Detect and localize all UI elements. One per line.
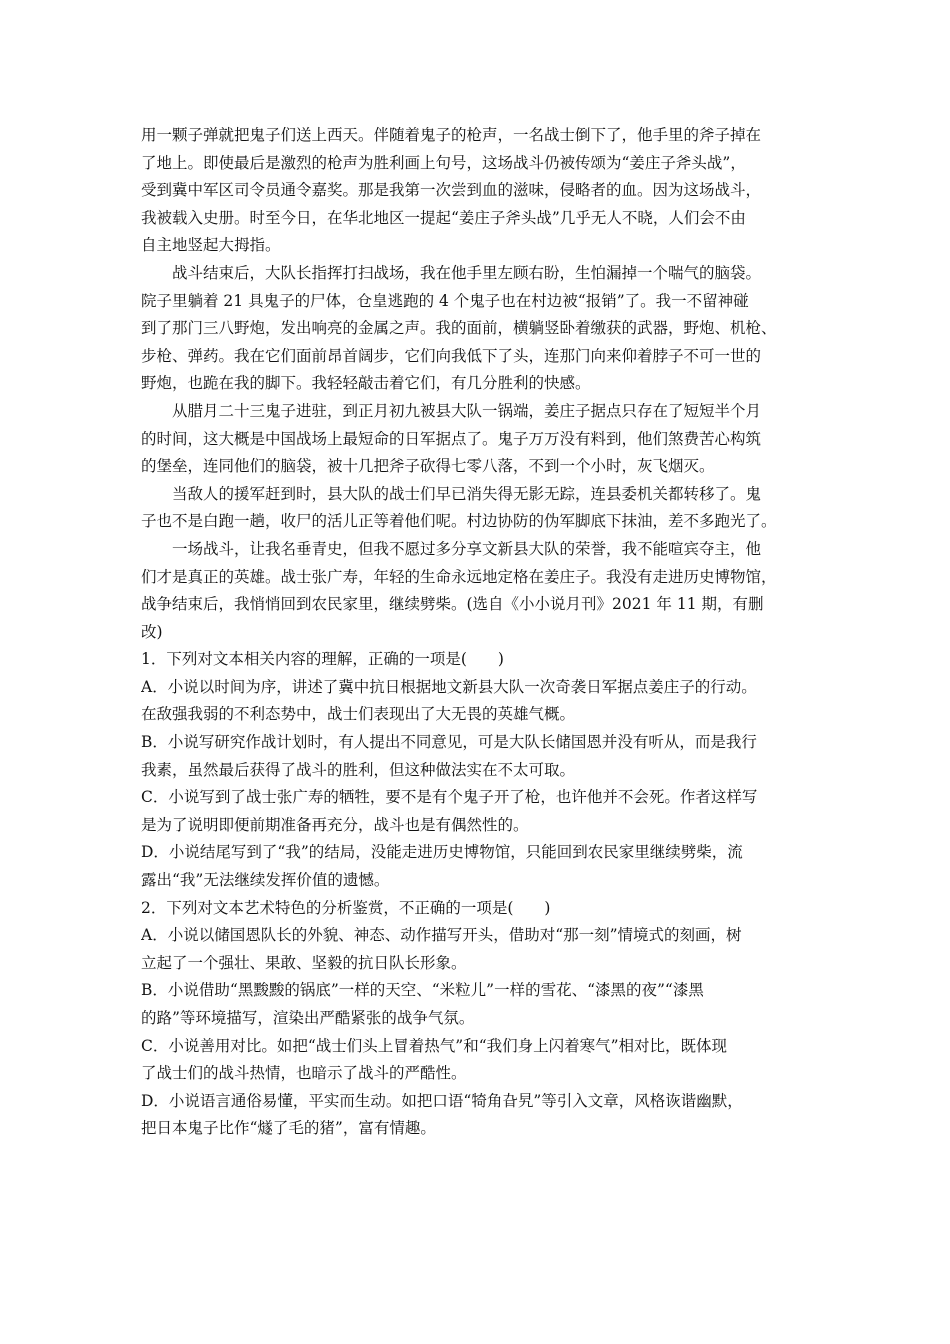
passage-line: 自主地竖起大拇指。 — [141, 236, 281, 255]
question-2-stem: 2．下列对文本艺术特色的分析鉴赏，不正确的一项是( ) — [141, 898, 551, 917]
passage-line: 的堡垒，连同他们的脑袋，被十几把斧子砍得七零八落，不到一个小时，灰飞烟灭。 — [141, 457, 715, 476]
question-2-option-b: B．小说借助“黑黢黢的锅底”一样的天空、“米粒儿”一样的雪花、“漆黑的夜”“漆黑 — [141, 981, 704, 1000]
passage-line: 受到冀中军区司令员通令嘉奖。那是我第一次尝到血的滋味，侵略者的血。因为这场战斗， — [141, 181, 762, 200]
question-2-option-c: C．小说善用对比。如把“战士们头上冒着热气”和“我们身上闪着寒气”相对比，既体现 — [141, 1036, 728, 1055]
passage-line: 步枪、弹药。我在它们面前昂首阔步，它们向我低下了头，连那门向来仰着脖子不可一世的 — [141, 346, 762, 365]
passage-line: 从腊月二十三鬼子进驻，到正月初九被县大队一锅端，姜庄子据点只存在了短短半个月 — [172, 401, 762, 420]
passage-line: 当敌人的援军赶到时，县大队的战士们早已消失得无影无踪，连县委机关都转移了。鬼 — [172, 484, 762, 503]
question-2-option-d: D．小说语言通俗易懂，平实而生动。如把口语“犄角旮旯”等引入文章，风格诙谐幽默， — [141, 1091, 743, 1110]
question-2-option-c-cont: 了战士们的战斗热情，也暗示了战斗的严酷性。 — [141, 1064, 467, 1083]
question-1-option-b: B．小说写研究作战计划时，有人提出不同意见，可是大队长储国恩并没有听从，而是我行 — [141, 733, 757, 752]
question-2-option-a: A．小说以储国恩队长的外貌、神态、动作描写开头，借助对“那一刻”情境式的刻画，树 — [141, 926, 742, 945]
passage-line: 用一颗子弹就把鬼子们送上西天。伴随着鬼子的枪声，一名战士倒下了，他手里的斧子掉在 — [141, 126, 762, 144]
passage-line: 一场战斗，让我名垂青史，但我不愿过多分享文新县大队的荣誉，我不能喧宾夺主，他 — [172, 539, 762, 558]
passage-line: 了地上。即使最后是激烈的枪声为胜利画上句号，这场战斗仍被传颂为“姜庄子斧头战”， — [141, 153, 746, 172]
question-2-option-b-cont: 的路”等环境描写，渲染出严酷紧张的战争气氛。 — [141, 1009, 475, 1027]
question-1-option-a: A．小说以时间为序，讲述了冀中抗日根据地文新县大队一次奇袭日军据点姜庄子的行动。 — [141, 677, 757, 696]
passage-line: 改) — [141, 622, 163, 641]
question-1-option-d: D．小说结尾写到了“我”的结局，没能走进历史博物馆，只能回到农民家里继续劈柴，流 — [141, 843, 743, 862]
question-2-option-d-cont: 把日本鬼子比作“燧了毛的猪”，富有情趣。 — [141, 1119, 436, 1138]
question-1-stem: 1．下列对文本相关内容的理解，正确的一项是( ) — [141, 650, 504, 669]
passage-line: 的时间，这大概是中国战场上最短命的日军据点了。鬼子万万没有料到，他们煞费苦心构筑 — [141, 429, 762, 448]
question-1-option-c-cont: 是为了说明即便前期准备再充分，战斗也是有偶然性的。 — [141, 815, 529, 834]
passage-line: 子也不是白跑一趟，收尸的活儿正等着他们呢。村边协防的伪军脚底下抹油，差不多跑光了。 — [141, 512, 777, 531]
passage-line: 到了那门三八野炮，发出响亮的金属之声。我的面前，横躺竖卧着缴获的武器，野炮、机枪、 — [141, 319, 777, 338]
passage-line: 战争结束后，我悄悄回到农民家里，继续劈柴。(选自《小小说月刊》2021 年 11 期，有删 — [141, 595, 764, 614]
question-2-option-a-cont: 立起了一个强壮、果敢、坚毅的抗日队长形象。 — [141, 953, 467, 972]
document-page — [141, 122, 812, 1143]
question-1-option-b-cont: 我素，虽然最后获得了战斗的胜利，但这种做法实在不太可取。 — [141, 760, 576, 779]
passage-line: 们才是真正的英雄。战士张广寿，年轻的生命永远地定格在姜庄子。我没有走进历史博物馆， — [141, 567, 777, 586]
question-1-option-a-cont: 在敌强我弱的不利态势中，战士们表现出了大无畏的英雄气概。 — [141, 705, 576, 724]
question-1-option-c: C．小说写到了战士张广寿的牺牲，要不是有个鬼子开了枪，也许他并不会死。作者这样写 — [141, 788, 758, 807]
passage-line: 野炮，也跪在我的脚下。我轻轻敲击着它们，有几分胜利的快感。 — [141, 374, 591, 393]
passage-line: 院子里躺着 21 具鬼子的尸体，仓皇逃跑的 4 个鬼子也在村边被“报销”了。我一不留神碰 — [141, 291, 749, 310]
passage-line: 我被载入史册。时至今日，在华北地区一提起“姜庄子斧头战”几乎无人不晓，人们会不由 — [141, 208, 746, 227]
passage-line: 战斗结束后，大队长指挥打扫战场，我在他手里左顾右盼，生怕漏掉一个喘气的脑袋。 — [172, 263, 762, 282]
question-1-option-d-cont: 露出“我”无法继续发挥价值的遗憾。 — [141, 871, 390, 890]
